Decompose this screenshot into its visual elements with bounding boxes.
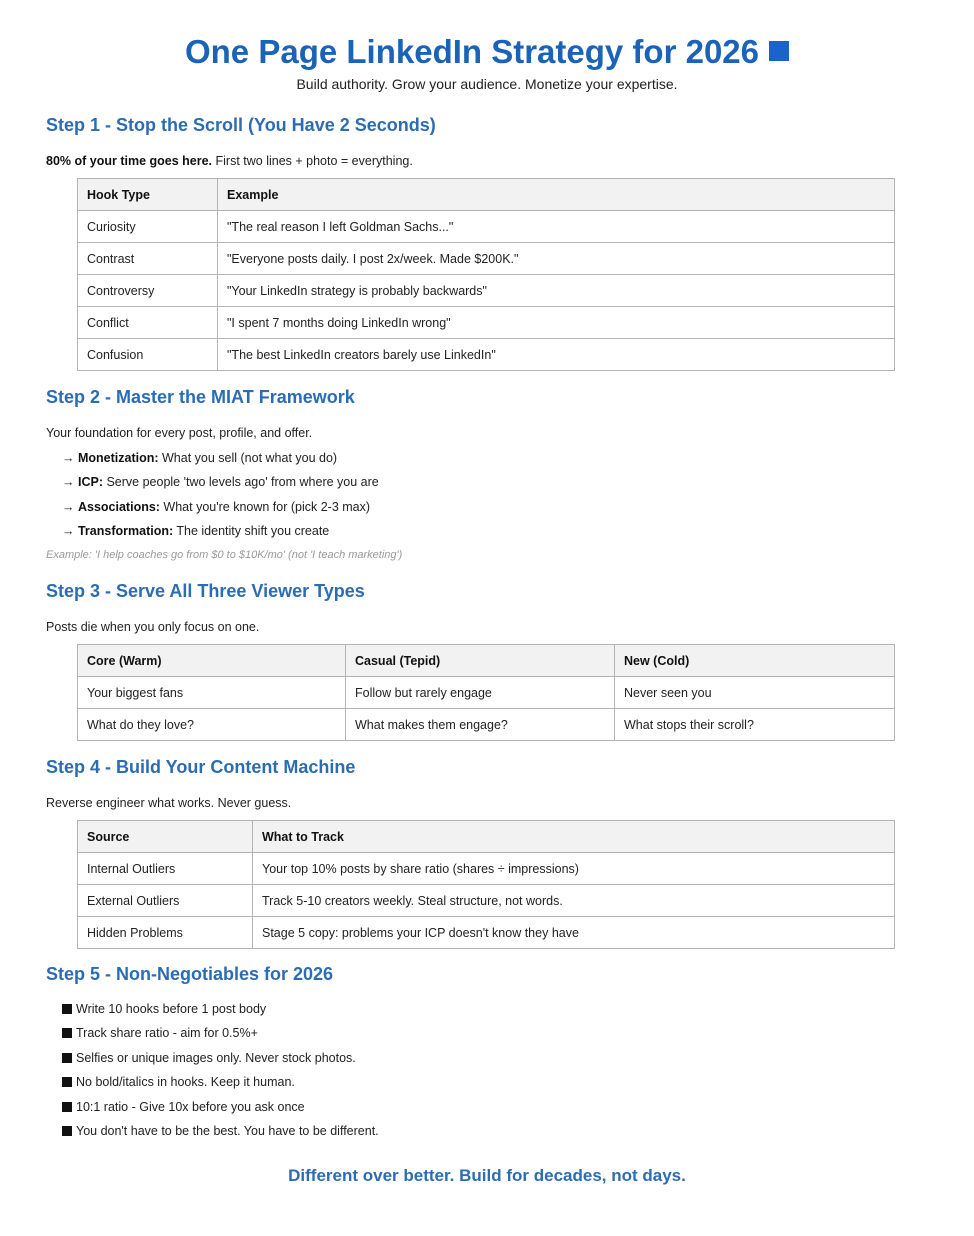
arrow-right-icon: → (62, 451, 75, 465)
non-negotiable-item: No bold/italics in hooks. Keep it human. (62, 1075, 295, 1089)
table-cell: "The best LinkedIn creators barely use LinkedIn" (218, 339, 895, 371)
non-negotiable-item: You don't have to be the best. You have to be different. (62, 1124, 379, 1138)
step5-heading: Step 5 - Non-Negotiables for 2026 (46, 964, 334, 984)
table-header-cell: New (Cold) (615, 645, 895, 677)
table-cell: Stage 5 copy: problems your ICP doesn't know they have (253, 917, 895, 949)
table-row (78, 275, 895, 307)
table-cell: What stops their scroll? (615, 709, 895, 741)
table-header-cell: Core (Warm) (78, 645, 346, 677)
table-cell: External Outliers (78, 885, 253, 917)
table-cell: Confusion (78, 339, 218, 371)
non-negotiable-item: Selfies or unique images only. Never stock photos. (62, 1051, 356, 1065)
step4-heading: Step 4 - Build Your Content Machine (46, 757, 356, 777)
table-header-row (78, 645, 895, 677)
miat-item-monetization: → Monetization: What you sell (not what you do) (62, 451, 338, 465)
page-title: One Page LinkedIn Strategy for 2026 (0, 33, 974, 71)
viewer-types-table (77, 644, 895, 741)
step2-intro: Your foundation for every post, profile, and offer. (46, 426, 313, 440)
arrow-right-icon: → (62, 524, 75, 538)
table-cell: Controversy (78, 275, 218, 307)
step2-heading: Step 2 - Master the MIAT Framework (46, 387, 355, 407)
table-cell: Hidden Problems (78, 917, 253, 949)
table-cell: "The real reason I left Goldman Sachs..." (218, 211, 895, 243)
table-cell: Never seen you (615, 677, 895, 709)
table-row (78, 917, 895, 949)
table-header-row (78, 821, 895, 853)
step4-intro: Reverse engineer what works. Never guess. (46, 796, 292, 810)
table-cell: Conflict (78, 307, 218, 339)
table-header-cell: Hook Type (78, 179, 218, 211)
table-header-row (78, 179, 895, 211)
table-row (78, 709, 895, 741)
black-square-bullet-icon (62, 1077, 72, 1087)
step2-example: Example: 'I help coaches go from $0 to $10K/mo' (not 'I teach marketing') (46, 549, 403, 561)
footer-tagline: Different over better. Build for decades, not days. (288, 1166, 686, 1185)
table-cell: "Everyone posts daily. I post 2x/week. Made $200K." (218, 243, 895, 275)
miat-item-transformation: → Transformation: The identity shift you create (62, 524, 330, 538)
table-cell: Internal Outliers (78, 853, 253, 885)
table-row (78, 885, 895, 917)
table-row (78, 677, 895, 709)
blue-square-icon (769, 41, 789, 61)
arrow-right-icon: → (62, 475, 75, 489)
black-square-bullet-icon (62, 1053, 72, 1063)
table-header-cell: Casual (Tepid) (346, 645, 615, 677)
miat-item-associations: → Associations: What you're known for (pick 2-3 max) (62, 500, 371, 514)
table-row (78, 243, 895, 275)
table-cell: Curiosity (78, 211, 218, 243)
table-header-cell: Source (78, 821, 253, 853)
table-cell: "I spent 7 months doing LinkedIn wrong" (218, 307, 895, 339)
table-row (78, 339, 895, 371)
black-square-bullet-icon (62, 1102, 72, 1112)
table-cell: What do they love? (78, 709, 346, 741)
black-square-bullet-icon (62, 1028, 72, 1038)
table-cell: Your top 10% posts by share ratio (shares ÷ impressions) (253, 853, 895, 885)
table-row (78, 853, 895, 885)
table-row (78, 211, 895, 243)
non-negotiable-item: 10:1 ratio - Give 10x before you ask once (62, 1100, 305, 1114)
black-square-bullet-icon (62, 1004, 72, 1014)
miat-item-icp: → ICP: Serve people 'two levels ago' from where you are (62, 475, 379, 489)
hook-types-table (77, 178, 895, 371)
table-cell: Your biggest fans (78, 677, 346, 709)
table-cell: "Your LinkedIn strategy is probably backwards" (218, 275, 895, 307)
page-subtitle: Build authority. Grow your audience. Monetize your expertise. (296, 76, 678, 92)
table-row (78, 307, 895, 339)
black-square-bullet-icon (62, 1126, 72, 1136)
non-negotiable-item: Track share ratio - aim for 0.5%+ (62, 1026, 258, 1040)
content-machine-table (77, 820, 895, 949)
step1-heading: Step 1 - Stop the Scroll (You Have 2 Seconds) (46, 115, 436, 135)
non-negotiable-item: Write 10 hooks before 1 post body (62, 1002, 266, 1016)
table-header-cell: Example (218, 179, 895, 211)
step3-heading: Step 3 - Serve All Three Viewer Types (46, 581, 365, 601)
table-cell: Contrast (78, 243, 218, 275)
arrow-right-icon: → (62, 500, 75, 514)
step3-intro: Posts die when you only focus on one. (46, 620, 260, 634)
table-cell: Track 5-10 creators weekly. Steal structure, not words. (253, 885, 895, 917)
step1-intro: 80% of your time goes here. First two lines + photo = everything. (46, 154, 413, 168)
table-header-cell: What to Track (253, 821, 895, 853)
table-cell: Follow but rarely engage (346, 677, 615, 709)
table-cell: What makes them engage? (346, 709, 615, 741)
